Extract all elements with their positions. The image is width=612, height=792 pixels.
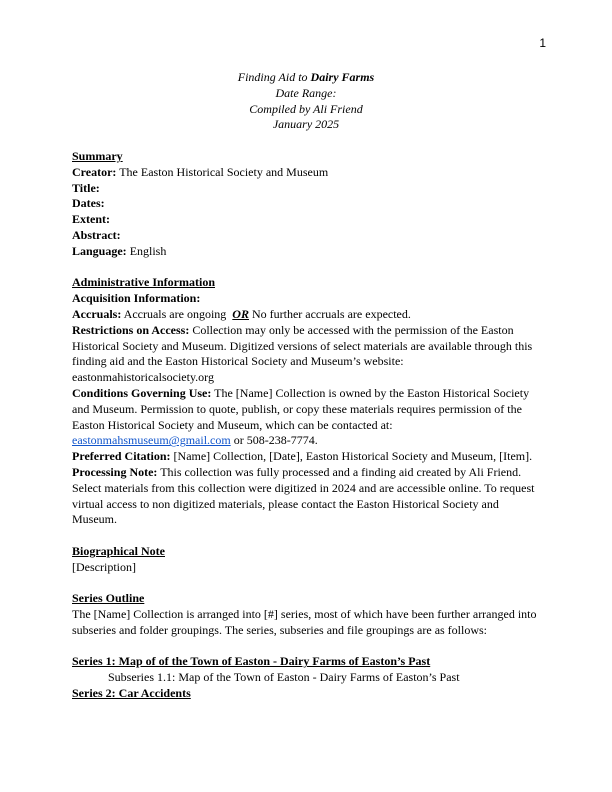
processing-paragraph [72, 465, 540, 528]
accruals-line [72, 307, 540, 323]
date-range: Date Range: [275, 85, 337, 100]
biographical-section [72, 544, 540, 576]
page-number: 1 [539, 36, 546, 50]
conditions-paragraph [72, 386, 540, 449]
processing-label: Processing Note: [72, 464, 158, 479]
restrictions-label: Restrictions on Access: [72, 322, 190, 337]
series-1-heading: Series 1: Map of of the Town of Easton - Dairy Farms of Easton’s Past [72, 654, 431, 669]
extent-label: Extent: [72, 212, 110, 227]
series-outline-heading: Series Outline [72, 591, 145, 606]
restrictions-paragraph [72, 323, 540, 386]
language-value: English [126, 243, 167, 258]
title-subject: Dairy Farms [310, 70, 375, 84]
language-label: Language: [72, 243, 127, 258]
bio-heading: Biographical Note [72, 543, 165, 558]
admin-section [72, 275, 540, 528]
conditions-label: Conditions Governing Use: [72, 385, 212, 400]
summary-heading: Summary [72, 148, 123, 163]
restrictions-text: Collection may only be accessed with the permission of the Easton Historical Society and Museum. Digitized versions of select materials are available through this finding aid and the Easton Historical Society and Museum’s website: eastonmahistoricalsociety.org [72, 322, 533, 385]
phone-text: or 508-238-7774. [230, 433, 318, 448]
document-title [72, 70, 540, 86]
processing-text: This collection was fully processed and a finding aid created by Ali Friend. Select materials from this collection were digitized in 2024 and are accessible online. To request virtual access to non digitized materials, please contact the Easton Historical Society and Museum. [72, 464, 535, 527]
series-list [72, 654, 540, 701]
accruals-label: Accruals: [72, 306, 122, 321]
title-prefix: Finding Aid to [237, 70, 308, 84]
document-date: January 2025 [272, 117, 340, 132]
bio-description: [Description] [72, 559, 136, 574]
dates-label: Dates: [72, 196, 105, 211]
citation-text: [Name] Collection, [Date], Easton Historical Society and Museum, [Item]. [170, 449, 533, 464]
creator-value: The Easton Historical Society and Museum [116, 164, 329, 179]
compiled-by: Compiled by Ali Friend [249, 101, 363, 116]
accruals-text-1: Accruals are ongoing [121, 306, 233, 321]
document-body [72, 70, 540, 702]
series-2-heading: Series 2: Car Accidents [72, 686, 191, 701]
admin-heading: Administrative Information [72, 275, 215, 290]
citation-paragraph [72, 449, 540, 465]
title-label: Title: [72, 180, 100, 195]
summary-section [72, 149, 540, 260]
creator-line [72, 165, 540, 181]
series-outline-text: The [Name] Collection is arranged into [#] series, most of which have been further arranged into subseries and folder groupings. The series, subseries and file groupings are as follows: [72, 607, 537, 637]
creator-label: Creator: [72, 164, 117, 179]
abstract-label: Abstract: [72, 227, 121, 242]
accruals-text-2: No further accruals are expected. [248, 306, 411, 321]
email-link[interactable]: eastonmahsmuseum@gmail.com [72, 433, 231, 448]
conditions-text: The [Name] Collection is owned by the Easton Historical Society and Museum. Permission to quote, publish, or copy these materials requires permission of the Easton Historical Society and Museum, which can be contacted at: [72, 385, 530, 432]
citation-label: Preferred Citation: [72, 449, 171, 464]
acquisition-label: Acquisition Information: [72, 291, 201, 306]
document-header [72, 70, 540, 133]
series-outline-section [72, 591, 540, 638]
language-line [72, 244, 540, 260]
subseries-1-1: Subseries 1.1: Map of the Town of Easton - Dairy Farms of Easton’s Past [108, 670, 460, 685]
accruals-or: OR [232, 306, 249, 321]
